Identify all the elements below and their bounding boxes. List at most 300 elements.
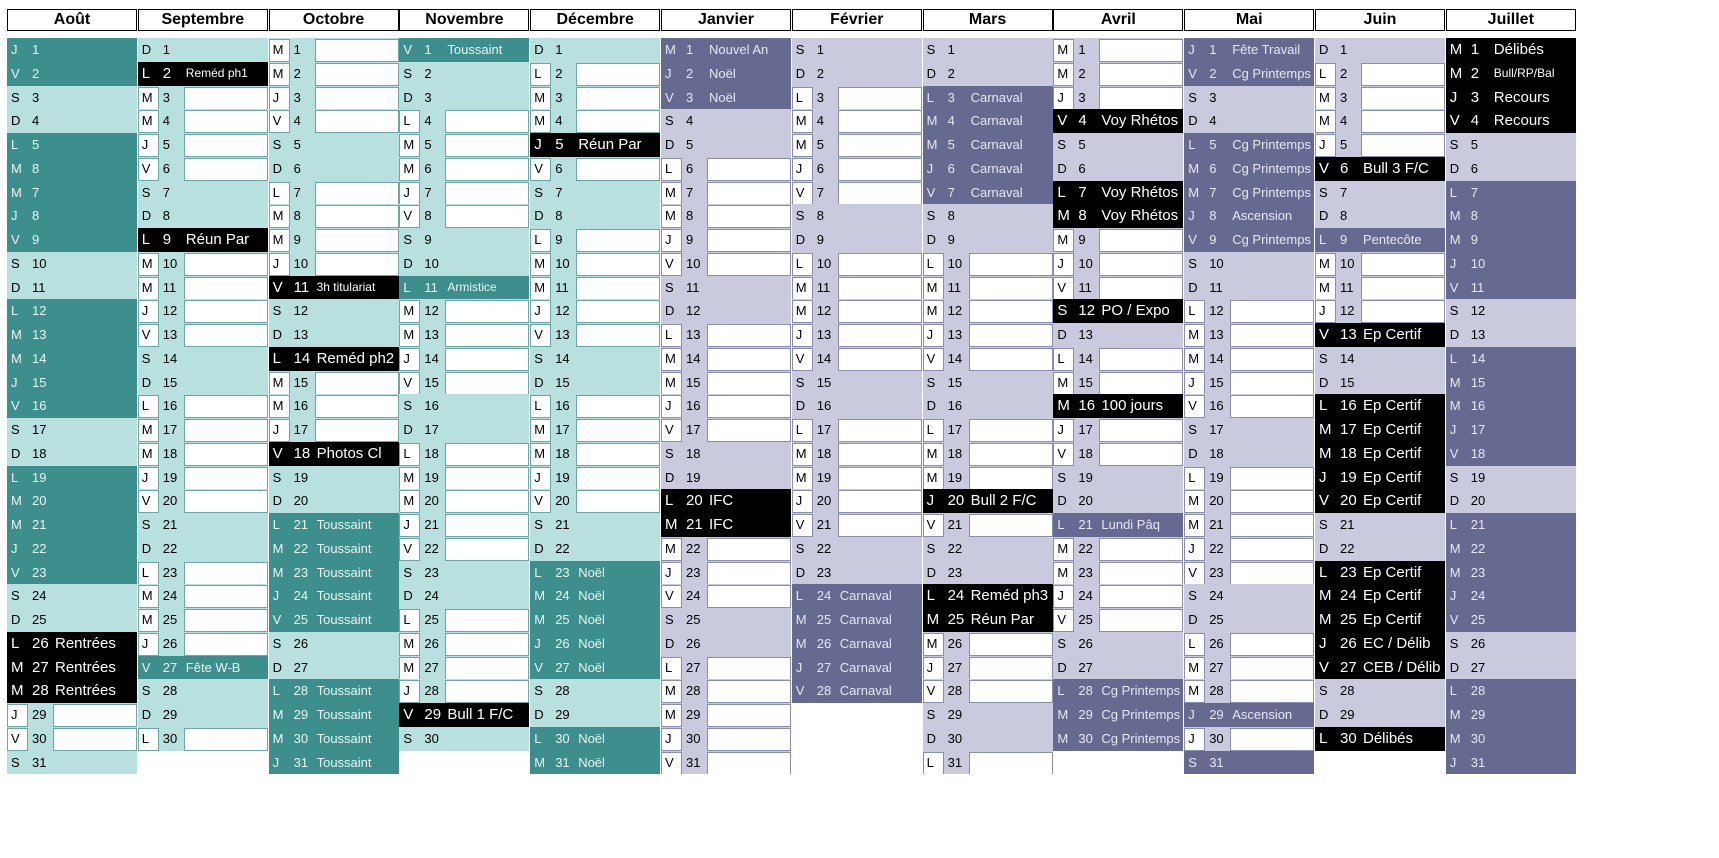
day-row[interactable] bbox=[1446, 751, 1576, 775]
day-row[interactable] bbox=[923, 299, 1053, 323]
note-field[interactable] bbox=[53, 704, 137, 727]
day-row[interactable] bbox=[923, 584, 1053, 608]
note-field[interactable] bbox=[576, 110, 660, 133]
note-field[interactable] bbox=[1361, 300, 1445, 323]
day-row[interactable] bbox=[1315, 38, 1445, 62]
day-row[interactable] bbox=[7, 703, 137, 727]
note-field[interactable] bbox=[445, 467, 529, 490]
note-field[interactable] bbox=[707, 324, 791, 347]
day-row[interactable] bbox=[530, 347, 660, 371]
day-row[interactable] bbox=[1053, 537, 1183, 561]
day-row[interactable] bbox=[923, 632, 1053, 656]
day-row[interactable] bbox=[1184, 133, 1314, 157]
day-row[interactable] bbox=[399, 656, 529, 680]
day-row[interactable] bbox=[661, 109, 791, 133]
day-row[interactable] bbox=[1053, 418, 1183, 442]
day-row[interactable] bbox=[1184, 561, 1314, 585]
note-field[interactable] bbox=[576, 277, 660, 300]
day-row[interactable] bbox=[661, 347, 791, 371]
day-row[interactable] bbox=[1184, 323, 1314, 347]
day-row[interactable] bbox=[269, 561, 399, 585]
note-field[interactable] bbox=[707, 348, 791, 371]
day-row[interactable] bbox=[269, 252, 399, 276]
day-row[interactable] bbox=[138, 656, 268, 680]
day-row[interactable] bbox=[138, 537, 268, 561]
day-row[interactable] bbox=[138, 466, 268, 490]
day-row[interactable] bbox=[138, 204, 268, 228]
day-row[interactable] bbox=[530, 62, 660, 86]
note-field[interactable] bbox=[838, 182, 922, 205]
day-row[interactable] bbox=[792, 513, 922, 537]
day-row[interactable] bbox=[661, 584, 791, 608]
note-field[interactable] bbox=[1361, 63, 1445, 86]
day-row[interactable] bbox=[138, 323, 268, 347]
day-row[interactable] bbox=[399, 418, 529, 442]
day-row[interactable] bbox=[7, 86, 137, 110]
note-field[interactable] bbox=[838, 348, 922, 371]
note-field[interactable] bbox=[445, 134, 529, 157]
note-field[interactable] bbox=[576, 443, 660, 466]
day-row[interactable] bbox=[661, 751, 791, 775]
day-row[interactable] bbox=[530, 276, 660, 300]
day-row[interactable] bbox=[1315, 608, 1445, 632]
note-field[interactable] bbox=[184, 562, 268, 585]
day-row[interactable] bbox=[1053, 656, 1183, 680]
day-row[interactable] bbox=[269, 109, 399, 133]
note-field[interactable] bbox=[1099, 562, 1183, 585]
day-row[interactable] bbox=[530, 323, 660, 347]
day-row[interactable] bbox=[1315, 228, 1445, 252]
day-row[interactable] bbox=[399, 489, 529, 513]
day-row[interactable] bbox=[530, 86, 660, 110]
day-row[interactable] bbox=[661, 394, 791, 418]
day-row[interactable] bbox=[1315, 394, 1445, 418]
note-field[interactable] bbox=[969, 277, 1053, 300]
note-field[interactable] bbox=[969, 514, 1053, 537]
day-row[interactable] bbox=[1315, 157, 1445, 181]
day-row[interactable] bbox=[792, 62, 922, 86]
note-field[interactable] bbox=[1361, 110, 1445, 133]
note-field[interactable] bbox=[1361, 134, 1445, 157]
note-field[interactable] bbox=[184, 585, 268, 608]
day-row[interactable] bbox=[138, 252, 268, 276]
day-row[interactable] bbox=[1053, 703, 1183, 727]
day-row[interactable] bbox=[923, 513, 1053, 537]
day-row[interactable] bbox=[269, 584, 399, 608]
note-field[interactable] bbox=[184, 395, 268, 418]
note-field[interactable] bbox=[1230, 467, 1314, 490]
day-row[interactable] bbox=[1184, 727, 1314, 751]
day-row[interactable] bbox=[1446, 489, 1576, 513]
day-row[interactable] bbox=[1053, 727, 1183, 751]
day-row[interactable] bbox=[138, 513, 268, 537]
day-row[interactable] bbox=[792, 276, 922, 300]
note-field[interactable] bbox=[1099, 253, 1183, 276]
note-field[interactable] bbox=[969, 300, 1053, 323]
day-row[interactable] bbox=[1053, 252, 1183, 276]
day-row[interactable] bbox=[792, 679, 922, 703]
day-row[interactable] bbox=[1315, 181, 1445, 205]
day-row[interactable] bbox=[792, 584, 922, 608]
day-row[interactable] bbox=[923, 133, 1053, 157]
note-field[interactable] bbox=[707, 728, 791, 751]
note-field[interactable] bbox=[1099, 277, 1183, 300]
day-row[interactable] bbox=[399, 608, 529, 632]
day-row[interactable] bbox=[1053, 109, 1183, 133]
day-row[interactable] bbox=[530, 38, 660, 62]
note-field[interactable] bbox=[184, 277, 268, 300]
day-row[interactable] bbox=[7, 418, 137, 442]
day-row[interactable] bbox=[399, 252, 529, 276]
day-row[interactable] bbox=[269, 228, 399, 252]
day-row[interactable] bbox=[1184, 703, 1314, 727]
day-row[interactable] bbox=[1184, 418, 1314, 442]
note-field[interactable] bbox=[838, 300, 922, 323]
note-field[interactable] bbox=[576, 395, 660, 418]
day-row[interactable] bbox=[1446, 86, 1576, 110]
day-row[interactable] bbox=[1184, 489, 1314, 513]
day-row[interactable] bbox=[7, 608, 137, 632]
day-row[interactable] bbox=[923, 181, 1053, 205]
day-row[interactable] bbox=[269, 656, 399, 680]
day-row[interactable] bbox=[399, 727, 529, 751]
day-row[interactable] bbox=[923, 109, 1053, 133]
note-field[interactable] bbox=[707, 419, 791, 442]
day-row[interactable] bbox=[1053, 394, 1183, 418]
note-field[interactable] bbox=[184, 110, 268, 133]
day-row[interactable] bbox=[138, 299, 268, 323]
note-field[interactable] bbox=[1230, 348, 1314, 371]
day-row[interactable] bbox=[1184, 276, 1314, 300]
day-row[interactable] bbox=[923, 204, 1053, 228]
day-row[interactable] bbox=[923, 86, 1053, 110]
note-field[interactable] bbox=[315, 419, 399, 442]
day-row[interactable] bbox=[1446, 679, 1576, 703]
day-row[interactable] bbox=[1446, 181, 1576, 205]
day-row[interactable] bbox=[7, 133, 137, 157]
day-row[interactable] bbox=[269, 394, 399, 418]
day-row[interactable] bbox=[530, 299, 660, 323]
day-row[interactable] bbox=[138, 394, 268, 418]
note-field[interactable] bbox=[707, 704, 791, 727]
day-row[interactable] bbox=[1446, 418, 1576, 442]
day-row[interactable] bbox=[661, 703, 791, 727]
day-row[interactable] bbox=[1315, 371, 1445, 395]
day-row[interactable] bbox=[923, 489, 1053, 513]
day-row[interactable] bbox=[530, 703, 660, 727]
note-field[interactable] bbox=[184, 467, 268, 490]
day-row[interactable] bbox=[269, 347, 399, 371]
day-row[interactable] bbox=[399, 38, 529, 62]
day-row[interactable] bbox=[399, 133, 529, 157]
day-row[interactable] bbox=[138, 703, 268, 727]
day-row[interactable] bbox=[792, 537, 922, 561]
note-field[interactable] bbox=[707, 585, 791, 608]
day-row[interactable] bbox=[1184, 299, 1314, 323]
day-row[interactable] bbox=[399, 228, 529, 252]
day-row[interactable] bbox=[1184, 204, 1314, 228]
note-field[interactable] bbox=[576, 229, 660, 252]
day-row[interactable] bbox=[792, 371, 922, 395]
day-row[interactable] bbox=[1184, 86, 1314, 110]
day-row[interactable] bbox=[1446, 608, 1576, 632]
day-row[interactable] bbox=[7, 157, 137, 181]
note-field[interactable] bbox=[184, 324, 268, 347]
day-row[interactable] bbox=[1315, 204, 1445, 228]
note-field[interactable] bbox=[315, 39, 399, 62]
day-row[interactable] bbox=[138, 62, 268, 86]
day-row[interactable] bbox=[1053, 299, 1183, 323]
note-field[interactable] bbox=[707, 229, 791, 252]
day-row[interactable] bbox=[7, 584, 137, 608]
day-row[interactable] bbox=[661, 276, 791, 300]
note-field[interactable] bbox=[184, 253, 268, 276]
day-row[interactable] bbox=[530, 181, 660, 205]
day-row[interactable] bbox=[661, 466, 791, 490]
day-row[interactable] bbox=[661, 513, 791, 537]
note-field[interactable] bbox=[315, 395, 399, 418]
note-field[interactable] bbox=[707, 538, 791, 561]
day-row[interactable] bbox=[399, 109, 529, 133]
day-row[interactable] bbox=[792, 466, 922, 490]
note-field[interactable] bbox=[838, 490, 922, 513]
note-field[interactable] bbox=[1230, 728, 1314, 751]
day-row[interactable] bbox=[1184, 466, 1314, 490]
note-field[interactable] bbox=[1230, 395, 1314, 418]
day-row[interactable] bbox=[399, 513, 529, 537]
day-row[interactable] bbox=[7, 632, 137, 656]
day-row[interactable] bbox=[1184, 371, 1314, 395]
day-row[interactable] bbox=[269, 537, 399, 561]
note-field[interactable] bbox=[1230, 300, 1314, 323]
day-row[interactable] bbox=[1315, 276, 1445, 300]
day-row[interactable] bbox=[7, 62, 137, 86]
day-row[interactable] bbox=[1446, 252, 1576, 276]
day-row[interactable] bbox=[1446, 632, 1576, 656]
day-row[interactable] bbox=[1053, 513, 1183, 537]
day-row[interactable] bbox=[1053, 632, 1183, 656]
day-row[interactable] bbox=[1053, 489, 1183, 513]
note-field[interactable] bbox=[1230, 633, 1314, 656]
day-row[interactable] bbox=[7, 442, 137, 466]
day-row[interactable] bbox=[1446, 537, 1576, 561]
day-row[interactable] bbox=[661, 489, 791, 513]
note-field[interactable] bbox=[707, 752, 791, 775]
day-row[interactable] bbox=[269, 86, 399, 110]
day-row[interactable] bbox=[1446, 584, 1576, 608]
day-row[interactable] bbox=[530, 204, 660, 228]
day-row[interactable] bbox=[1315, 86, 1445, 110]
day-row[interactable] bbox=[661, 727, 791, 751]
note-field[interactable] bbox=[838, 419, 922, 442]
day-row[interactable] bbox=[138, 371, 268, 395]
day-row[interactable] bbox=[1315, 632, 1445, 656]
day-row[interactable] bbox=[1053, 371, 1183, 395]
note-field[interactable] bbox=[184, 490, 268, 513]
day-row[interactable] bbox=[661, 62, 791, 86]
day-row[interactable] bbox=[530, 656, 660, 680]
day-row[interactable] bbox=[7, 109, 137, 133]
day-row[interactable] bbox=[138, 418, 268, 442]
day-row[interactable] bbox=[1315, 703, 1445, 727]
day-row[interactable] bbox=[1315, 133, 1445, 157]
day-row[interactable] bbox=[1446, 442, 1576, 466]
day-row[interactable] bbox=[399, 394, 529, 418]
day-row[interactable] bbox=[1184, 157, 1314, 181]
note-field[interactable] bbox=[969, 633, 1053, 656]
day-row[interactable] bbox=[792, 86, 922, 110]
day-row[interactable] bbox=[138, 228, 268, 252]
day-row[interactable] bbox=[1315, 584, 1445, 608]
day-row[interactable] bbox=[923, 276, 1053, 300]
day-row[interactable] bbox=[1184, 252, 1314, 276]
day-row[interactable] bbox=[792, 228, 922, 252]
day-row[interactable] bbox=[399, 466, 529, 490]
day-row[interactable] bbox=[138, 489, 268, 513]
day-row[interactable] bbox=[1053, 584, 1183, 608]
day-row[interactable] bbox=[1446, 109, 1576, 133]
note-field[interactable] bbox=[707, 657, 791, 680]
day-row[interactable] bbox=[1446, 656, 1576, 680]
day-row[interactable] bbox=[7, 537, 137, 561]
note-field[interactable] bbox=[838, 277, 922, 300]
day-row[interactable] bbox=[138, 133, 268, 157]
note-field[interactable] bbox=[315, 205, 399, 228]
day-row[interactable] bbox=[399, 276, 529, 300]
day-row[interactable] bbox=[661, 418, 791, 442]
day-row[interactable] bbox=[1315, 347, 1445, 371]
day-row[interactable] bbox=[399, 584, 529, 608]
note-field[interactable] bbox=[184, 134, 268, 157]
note-field[interactable] bbox=[576, 467, 660, 490]
day-row[interactable] bbox=[923, 62, 1053, 86]
day-row[interactable] bbox=[7, 679, 137, 703]
day-row[interactable] bbox=[530, 371, 660, 395]
day-row[interactable] bbox=[530, 632, 660, 656]
day-row[interactable] bbox=[1184, 228, 1314, 252]
day-row[interactable] bbox=[923, 608, 1053, 632]
day-row[interactable] bbox=[530, 727, 660, 751]
note-field[interactable] bbox=[315, 110, 399, 133]
day-row[interactable] bbox=[7, 181, 137, 205]
day-row[interactable] bbox=[138, 727, 268, 751]
note-field[interactable] bbox=[184, 609, 268, 632]
note-field[interactable] bbox=[445, 324, 529, 347]
day-row[interactable] bbox=[530, 442, 660, 466]
note-field[interactable] bbox=[1230, 514, 1314, 537]
day-row[interactable] bbox=[1053, 133, 1183, 157]
day-row[interactable] bbox=[923, 418, 1053, 442]
day-row[interactable] bbox=[269, 181, 399, 205]
day-row[interactable] bbox=[1184, 537, 1314, 561]
day-row[interactable] bbox=[530, 537, 660, 561]
day-row[interactable] bbox=[1053, 466, 1183, 490]
day-row[interactable] bbox=[399, 561, 529, 585]
day-row[interactable] bbox=[792, 299, 922, 323]
note-field[interactable] bbox=[1230, 372, 1314, 395]
note-field[interactable] bbox=[707, 562, 791, 585]
day-row[interactable] bbox=[661, 608, 791, 632]
day-row[interactable] bbox=[1053, 38, 1183, 62]
day-row[interactable] bbox=[1446, 371, 1576, 395]
day-row[interactable] bbox=[1053, 157, 1183, 181]
day-row[interactable] bbox=[7, 276, 137, 300]
note-field[interactable] bbox=[445, 158, 529, 181]
note-field[interactable] bbox=[53, 728, 137, 751]
day-row[interactable] bbox=[530, 513, 660, 537]
day-row[interactable] bbox=[7, 656, 137, 680]
note-field[interactable] bbox=[576, 490, 660, 513]
day-row[interactable] bbox=[1315, 252, 1445, 276]
day-row[interactable] bbox=[1184, 442, 1314, 466]
note-field[interactable] bbox=[969, 680, 1053, 703]
day-row[interactable] bbox=[923, 679, 1053, 703]
day-row[interactable] bbox=[792, 394, 922, 418]
note-field[interactable] bbox=[838, 443, 922, 466]
note-field[interactable] bbox=[576, 158, 660, 181]
day-row[interactable] bbox=[399, 157, 529, 181]
day-row[interactable] bbox=[269, 727, 399, 751]
day-row[interactable] bbox=[661, 442, 791, 466]
note-field[interactable] bbox=[445, 657, 529, 680]
day-row[interactable] bbox=[399, 62, 529, 86]
day-row[interactable] bbox=[792, 204, 922, 228]
day-row[interactable] bbox=[923, 466, 1053, 490]
day-row[interactable] bbox=[399, 371, 529, 395]
note-field[interactable] bbox=[1099, 609, 1183, 632]
day-row[interactable] bbox=[269, 466, 399, 490]
day-row[interactable] bbox=[269, 62, 399, 86]
day-row[interactable] bbox=[269, 204, 399, 228]
day-row[interactable] bbox=[661, 157, 791, 181]
day-row[interactable] bbox=[923, 347, 1053, 371]
day-row[interactable] bbox=[923, 38, 1053, 62]
day-row[interactable] bbox=[923, 727, 1053, 751]
note-field[interactable] bbox=[838, 158, 922, 181]
note-field[interactable] bbox=[445, 514, 529, 537]
day-row[interactable] bbox=[1053, 323, 1183, 347]
note-field[interactable] bbox=[576, 300, 660, 323]
day-row[interactable] bbox=[7, 466, 137, 490]
day-row[interactable] bbox=[269, 703, 399, 727]
day-row[interactable] bbox=[1315, 109, 1445, 133]
note-field[interactable] bbox=[445, 680, 529, 703]
day-row[interactable] bbox=[1446, 727, 1576, 751]
note-field[interactable] bbox=[838, 324, 922, 347]
day-row[interactable] bbox=[530, 489, 660, 513]
day-row[interactable] bbox=[399, 537, 529, 561]
note-field[interactable] bbox=[1099, 372, 1183, 395]
note-field[interactable] bbox=[576, 63, 660, 86]
day-row[interactable] bbox=[792, 109, 922, 133]
day-row[interactable] bbox=[1446, 347, 1576, 371]
note-field[interactable] bbox=[1230, 538, 1314, 561]
day-row[interactable] bbox=[1315, 679, 1445, 703]
note-field[interactable] bbox=[184, 158, 268, 181]
day-row[interactable] bbox=[792, 252, 922, 276]
day-row[interactable] bbox=[1446, 703, 1576, 727]
day-row[interactable] bbox=[661, 86, 791, 110]
note-field[interactable] bbox=[315, 229, 399, 252]
note-field[interactable] bbox=[969, 348, 1053, 371]
note-field[interactable] bbox=[969, 657, 1053, 680]
note-field[interactable] bbox=[445, 609, 529, 632]
day-row[interactable] bbox=[923, 537, 1053, 561]
day-row[interactable] bbox=[269, 751, 399, 775]
day-row[interactable] bbox=[7, 751, 137, 775]
note-field[interactable] bbox=[445, 205, 529, 228]
note-field[interactable] bbox=[184, 419, 268, 442]
